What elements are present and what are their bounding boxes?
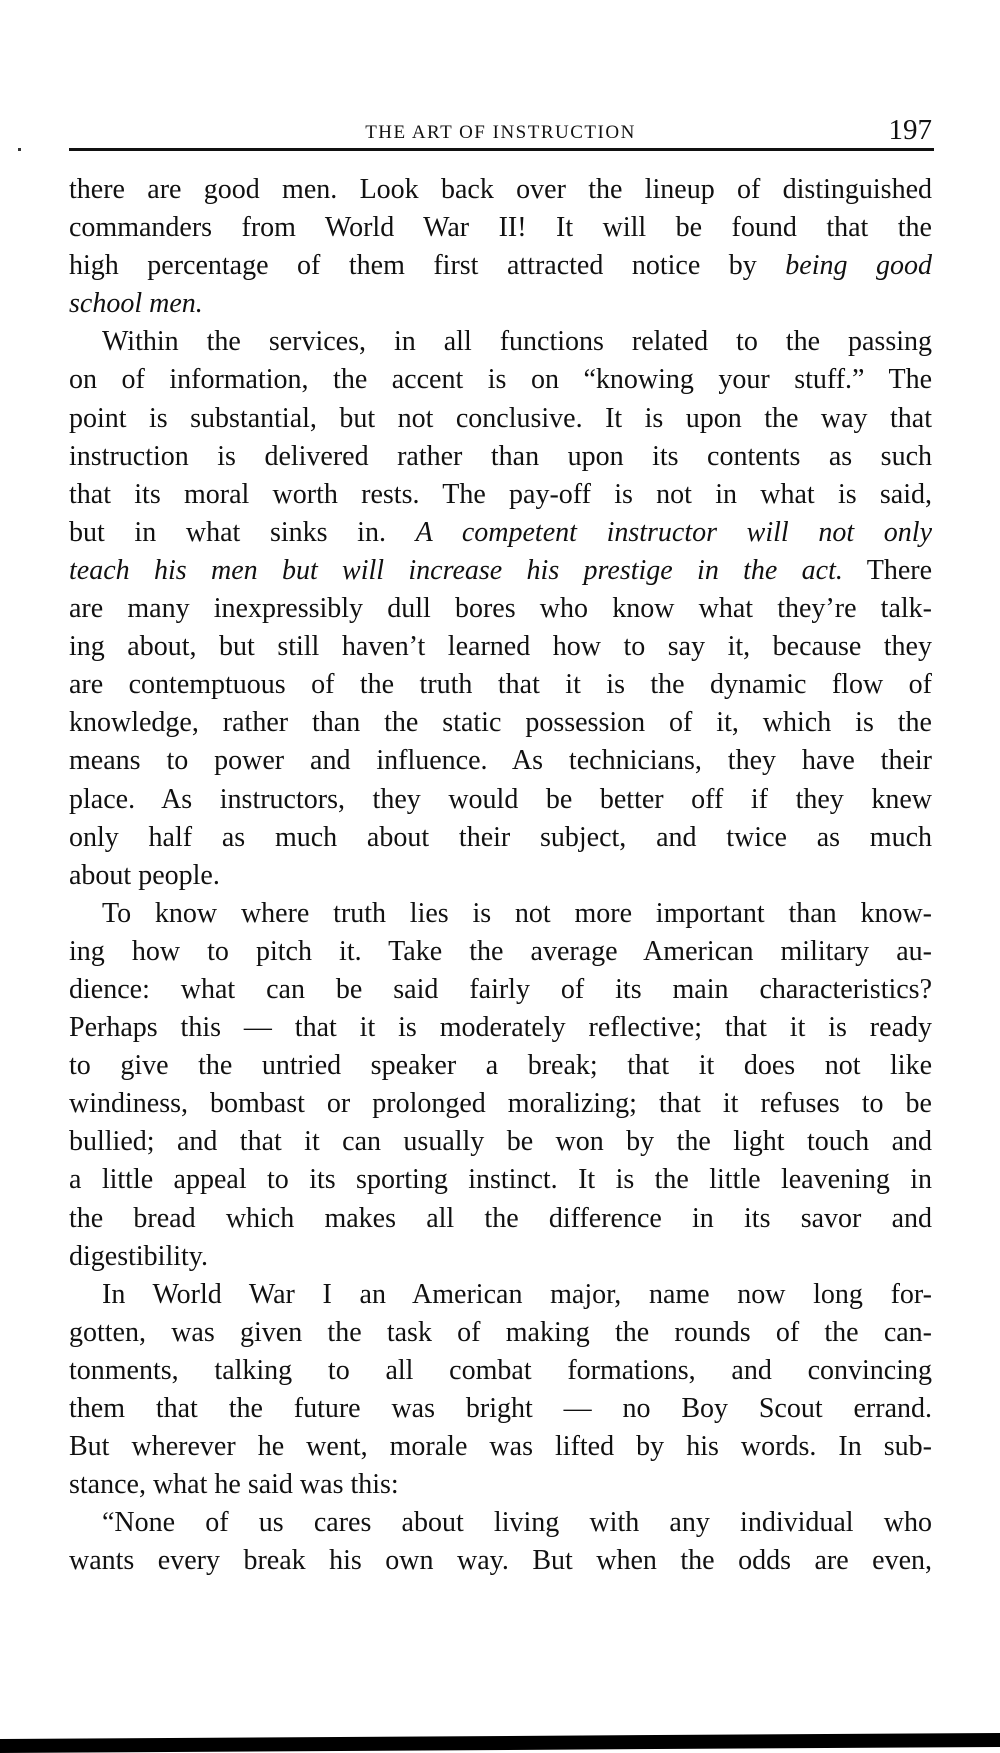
text-run: digestibility. xyxy=(69,1240,208,1272)
text-run: means to power and influence. As technicians, they have their xyxy=(69,745,932,777)
text-line xyxy=(69,438,932,476)
paragraph xyxy=(69,1504,932,1580)
italic-text: school men. xyxy=(69,288,203,320)
text-run: wants every break his own way. But when the odds are even, xyxy=(69,1545,932,1577)
paragraph xyxy=(69,1276,932,1505)
text-run: to give the untried speaker a break; that it does not like xyxy=(69,1050,932,1082)
text-line xyxy=(69,590,932,628)
text-run: about people. xyxy=(69,859,220,891)
text-line xyxy=(69,742,932,780)
paragraph xyxy=(69,171,932,323)
scan-edge-bar xyxy=(0,1733,1000,1753)
text-run: tonments, talking to all combat formations, and convincing xyxy=(69,1354,932,1386)
text-line xyxy=(69,361,932,399)
text-line xyxy=(69,666,932,704)
text-run: bullied; and that it can usually be won by the light touch and xyxy=(69,1126,932,1158)
text-line xyxy=(69,1009,932,1047)
text-run: instruction is delivered rather than upon its contents as such xyxy=(69,440,932,472)
text-line xyxy=(69,1047,932,1085)
text-run: To know where truth lies is not more important than know- xyxy=(102,897,932,929)
text-run: only half as much about their subject, and twice as much xyxy=(69,821,932,853)
text-run: stance, what he said was this: xyxy=(69,1469,399,1501)
italic-text: teach his men but will increase his prestige in the act. xyxy=(69,554,843,586)
text-run: dience: what can be said fairly of its main characteristics? xyxy=(69,973,932,1005)
text-line xyxy=(69,285,932,323)
text-run: are many inexpressibly dull bores who know what they’re talk- xyxy=(69,593,932,625)
text-line xyxy=(69,1161,932,1199)
text-line xyxy=(69,1542,932,1580)
text-run: them that the future was bright — no Boy Scout errand. xyxy=(69,1393,932,1424)
text-line xyxy=(69,1390,932,1428)
text-run: are contemptuous of the truth that it is the dynamic flow of xyxy=(69,669,932,701)
text-line xyxy=(69,781,932,819)
text-run: but in what sinks in. xyxy=(69,516,416,548)
text-run: there are good men. Look back over the lineup of distinguished xyxy=(69,174,932,205)
text-line xyxy=(69,476,932,514)
text-line xyxy=(69,552,932,590)
text-run: ing about, but still haven’t learned how to say it, because they xyxy=(69,631,932,663)
text-line xyxy=(69,704,932,742)
text-line xyxy=(69,1504,932,1542)
text-run: There xyxy=(842,554,932,586)
text-run: high percentage of them first attracted notice by xyxy=(69,250,786,282)
text-line xyxy=(69,1276,932,1314)
text-line xyxy=(69,1314,932,1352)
italic-text: being good xyxy=(785,250,932,282)
text-line xyxy=(69,1200,932,1238)
text-run: In World War I an American major, name now long for- xyxy=(102,1278,932,1310)
text-run: commanders from World War II! It will be found that the xyxy=(69,212,932,244)
page-number: 197 xyxy=(888,114,932,146)
text-run: on of information, the accent is on “knowing your stuff.” The xyxy=(69,364,932,396)
scan-speck xyxy=(18,148,21,151)
text-line xyxy=(69,1428,932,1466)
text-run: gotten, was given the task of making the rounds of the can- xyxy=(69,1316,932,1348)
paragraph xyxy=(69,895,932,1276)
running-head xyxy=(69,114,932,148)
header-rule xyxy=(69,148,934,151)
text-run: point is substantial, but not conclusive. It is upon the way that xyxy=(69,402,932,434)
text-run: knowledge, rather than the static possession of it, which is the xyxy=(69,707,932,739)
text-run: ing how to pitch it. Take the average American military au- xyxy=(69,935,932,967)
text-line xyxy=(69,1466,932,1504)
text-line xyxy=(69,514,932,552)
text-line xyxy=(69,628,932,666)
text-line xyxy=(69,400,932,438)
text-run: Within the services, in all functions related to the passing xyxy=(102,326,932,358)
text-run: “None of us cares about living with any individual who xyxy=(102,1507,932,1539)
text-line xyxy=(69,1085,932,1123)
paragraph xyxy=(69,323,932,894)
running-title: THE ART OF INSTRUCTION xyxy=(365,122,636,143)
text-line xyxy=(69,323,932,361)
text-line xyxy=(69,247,932,285)
text-line xyxy=(69,1352,932,1390)
text-line xyxy=(69,1238,932,1276)
text-run: windiness, bombast or prolonged moralizing; that it refuses to be xyxy=(69,1088,932,1120)
text-line xyxy=(69,819,932,857)
text-line xyxy=(69,971,932,1009)
text-line xyxy=(69,895,932,933)
italic-text: A competent instructor will not only xyxy=(415,516,932,548)
text-run: Perhaps this — that it is moderately reflective; that it is ready xyxy=(69,1012,932,1044)
text-run: that its moral worth rests. The pay-off is not in what is said, xyxy=(69,478,932,510)
text-run: a little appeal to its sporting instinct. It is the little leavening in xyxy=(69,1164,932,1196)
body-text xyxy=(69,171,932,1580)
text-run: the bread which makes all the difference in its savor and xyxy=(69,1202,932,1234)
text-line xyxy=(69,209,932,247)
text-run: place. As instructors, they would be better off if they knew xyxy=(69,783,932,815)
text-line xyxy=(69,933,932,971)
text-line xyxy=(69,857,932,895)
text-line xyxy=(69,1123,932,1161)
text-run: But wherever he went, morale was lifted by his words. In sub- xyxy=(69,1431,932,1463)
text-line xyxy=(69,171,932,209)
